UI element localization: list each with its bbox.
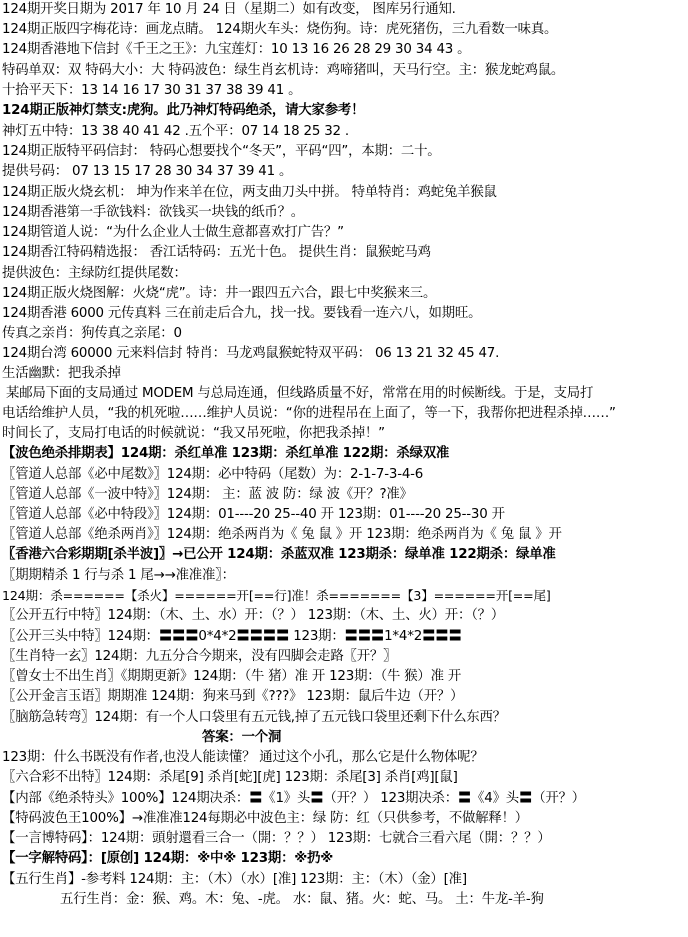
- line-no-special: 〖六合彩不出特〗124期：杀尾[9] 杀肖[蛇][虎] 123期：杀尾[3] 杀肖[鸡][鼠]: [2, 770, 458, 785]
- line-one-char: 【一字解特码】：[原创] 124期：※中※ 123期：※扔※: [2, 851, 334, 866]
- line-hk-fax: 124期香港 6000 元传真料 三在前走后合九，找一找。要钱看一连六八，如期旺。: [2, 306, 482, 321]
- line-brain-teaser: 〖脑筋急转弯〗124期：有一个人口袋里有五元钱,掉了五元钱口袋里还剩下什么东西？: [2, 710, 506, 725]
- line-lamp-ban: 124期正版神灯禁支:虎狗。此乃神灯特码绝杀，请大家参考！: [2, 103, 365, 118]
- line-one-wave: 〖管道人总部《一波中特》〗124期： 主：蓝 波 防：绿 波《开？?准》: [2, 487, 413, 502]
- line-taiwan: 124期台湾 60000 元来料信封 特肖：马龙鸡鼠猴蛇特双平码： 06 13 21 32 45 47.: [2, 346, 500, 361]
- line-hk-letter: 124期香港地下信封《千王之王》：九宝莲灯：10 13 16 26 28 29 30 34 43 。: [2, 42, 471, 57]
- line-kill-row-tail: 〖期期精杀 1 行与杀 1 尾→→准准准〗：: [2, 568, 235, 583]
- line-fire-mystery: 124期正版火烧玄机： 坤为作来羊在位，两支曲刀头中拼。 特单特肖：鸡蛇兔羊猴鼠: [2, 185, 497, 200]
- line-five-zodiac-list: 五行生肖：金：猴、鸡。木：兔、-虎。 水：鼠、猪。火：蛇、马。 土：牛龙-羊-狗: [60, 892, 544, 907]
- line-wave-color: 提供波色：主绿防红提供尾数：: [2, 266, 187, 281]
- line-provide-numbers: 提供号码： 07 13 15 17 28 30 34 37 39 41 。: [2, 164, 293, 179]
- line-five-elements: 〖公开五行中特〗124期：（木、土、水）开：（？） 123期：（木、土、火）开：（？）: [2, 608, 505, 623]
- line-answer: 答案：一个洞: [202, 730, 282, 745]
- line-kill-half-wave: 〖香港六合彩期期[杀半波]〗→已公开 124期：杀蓝双准 123期杀：绿单准 122期杀：绿单准: [2, 547, 556, 562]
- line-letter: 124期正版特平码信封： 特码心想要找个“冬天”，平码“四”，本期：二十。: [2, 144, 441, 159]
- line-kill-head: 【内部《绝杀特头》100%】124期决杀：〓《1》头〓（开？） 123期决杀：〓《4》头〓（开？）: [2, 791, 585, 806]
- line-poem: 124期正版四字梅花诗：画龙点睛。 124期火车头：烧伤狗。诗：虎死猪伤，三九看数一味真。: [2, 22, 558, 37]
- line-must-segment: 〖管道人总部《必中特段》〗124期：01----20 25--40 开 123期：01----20 25--30 开: [2, 507, 505, 522]
- line-one-word-bet: 【一言博特码】：124期：頭射還看三合一（開：？？） 123期：七就合三看六尾（開：？？）: [2, 831, 551, 846]
- line-three-heads: 〖公开三头中特〗124期：〓〓〓0*4*2〓〓〓〓 123期：〓〓〓1*4*2〓〓〓: [2, 629, 462, 644]
- line-humor-1: 某邮局下面的支局通过 MODEM 与总局连通，但线路质量不好，常常在用的时候断线。于是，支局打: [6, 386, 594, 401]
- line-humor-2: 电话给维护人员，“我的机死啦……维护人员说：“你的进程吊在上面了，等一下，我帮你把进程杀掉……”: [2, 406, 616, 421]
- line-humor-3: 时间长了，支局打电话的时候就说：“我又吊死啦，你把我杀掉！”: [2, 426, 385, 441]
- line-ms-zeng: 〖曾女士不出生肖〗《期期更新》124期：（牛 猪）准 开 123期：（牛 猴）准 开: [2, 669, 462, 684]
- line-zodiac-mystery: 〖生肖特一玄〗124期：九五分合今期来，没有四脚会走路〖开？〗: [2, 649, 397, 664]
- line-odd-even: 特码单双：双 特码大小：大 特码波色：绿生肖玄机诗：鸡啼猪叫，天马行空。主：猴龙蛇鸡鼠。: [2, 63, 565, 78]
- line-kill-two: 〖管道人总部《绝杀两肖》〗124期：绝杀两肖为《 兔 鼠 》开 123期：绝杀两肖为《 兔 鼠 》开: [2, 527, 562, 542]
- line-must-tail: 〖管道人总部《必中尾数》〗124期：必中特码（尾数）为：2-1-7-3-4-6: [2, 467, 424, 482]
- line-five-zodiac: 【五行生肖】-参考料 124期：主：（木）（水）[准] 123期：主：（木）（金）[准]: [2, 872, 467, 887]
- line-kill-fire: 124期：杀======【杀火】======开[==行]准！杀=======【3】======开[==尾]: [2, 588, 551, 603]
- line-draw-date: 124期开奖日期为 2017 年 10 月 24 日（星期二）如有改变， 图库另行通知.: [2, 2, 456, 17]
- line-xiangjiang: 124期香江特码精选报： 香江话特码：五光十色。 提供生肖：鼠猴蛇马鸡: [2, 245, 431, 260]
- line-golden-words: 〖公开金言玉语〗期期准 124期：狗来马到《???》 123期：鼠后牛边（开？）: [2, 689, 464, 704]
- line-wave-kill-table: 【波色绝杀排期表】124期：杀红单准 123期：杀红单准 122期：杀绿双准: [2, 446, 450, 461]
- line-riddle-123: 123期：什么书既没有作者,也没人能读懂？ 通过这个小孔，那么它是什么物体呢？: [2, 750, 484, 765]
- line-wave-king: 【特码波色王100%】→准准准124每期必中波色主：绿 防：红（只供参考，不做解释！）: [2, 811, 528, 826]
- line-fax-relatives: 传真之亲肖：狗传真之亲尾：0: [2, 326, 182, 341]
- line-lamp-five: 神灯五中特：13 38 40 41 42 .五个平：07 14 18 25 32 .: [2, 124, 349, 139]
- line-fire-diagram: 124期正版火烧图解：火烧“虎”。诗：井一跟四五六合，跟七中奖猴来三。: [2, 286, 437, 301]
- line-hk-first-hand: 124期香港第一手欲钱料：欲钱买一块钱的纸币？。: [2, 205, 304, 220]
- line-ten-numbers: 十拾平天下：13 14 16 17 30 31 37 38 39 41 。: [2, 83, 302, 98]
- line-humor-title: 生活幽默：把我杀掉: [2, 366, 121, 381]
- line-pipe-man: 124期管道人说：“为什么企业人士做生意都喜欢打广告？”: [2, 225, 344, 240]
